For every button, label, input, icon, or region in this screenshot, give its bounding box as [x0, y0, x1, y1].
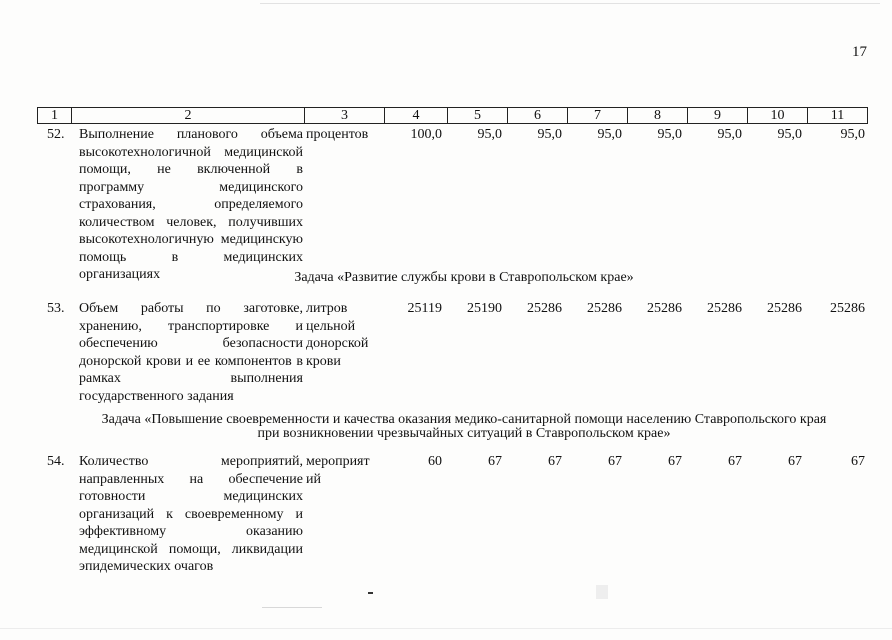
row-value-col7: 67 [608, 454, 622, 469]
row-number: 54. [47, 454, 65, 469]
scan-edge-bottom [0, 628, 892, 629]
task-heading-emergency-line1: Задача «Повышение своевременности и качества оказания медико-санитарной помощи населению Ставропольского края [101, 412, 827, 427]
row-value-col10: 67 [788, 454, 802, 469]
row-value-col10: 25286 [767, 301, 802, 316]
col-header-10: 10 [748, 107, 808, 124]
scan-speck [368, 592, 373, 594]
col-header-6: 6 [508, 107, 568, 124]
scan-smudge [596, 585, 608, 599]
task-heading-emergency-line2: при возникновении чрезвычайных ситуаций в Ставропольском крае» [257, 426, 671, 441]
column-number-row [37, 107, 868, 124]
row-value-col4: 25119 [407, 301, 442, 316]
row-value-col4: 60 [428, 454, 442, 469]
row-value-col8: 25286 [647, 301, 682, 316]
row-value-col5: 25190 [467, 301, 502, 316]
row-unit: мероприятий [306, 454, 370, 487]
row-description: Количество мероприятий, направленных на обеспечение готовности медицинских организаций к своевременному и эффективному оказанию медицинской помощи, ликвидации эпидемических очагов [79, 454, 303, 574]
table-row-54 [37, 453, 868, 574]
row-value-col7: 25286 [587, 301, 622, 316]
row-value-col9: 25286 [707, 301, 742, 316]
row-unit: процентов [306, 127, 369, 142]
col-header-8: 8 [628, 107, 688, 124]
row-value-col10: 95,0 [777, 127, 802, 142]
col-header-2: 2 [72, 107, 305, 124]
row-description: Выполнение планового объема высокотехнологичной медицинской помощи, не включенной в программу медицинского страхования, определяемого количеством человек, получивших высокотехнологичную медицинскую помощь в медицинских организациях [79, 127, 303, 282]
col-header-5: 5 [448, 107, 508, 124]
row-unit: литров цельной донорской крови [306, 301, 369, 369]
col-header-9: 9 [688, 107, 748, 124]
row-value-col8: 67 [668, 454, 682, 469]
scan-edge-top [260, 3, 880, 4]
table-row-53 [37, 300, 868, 405]
row-value-col6: 67 [548, 454, 562, 469]
row-value-col11: 25286 [830, 301, 865, 316]
col-header-11: 11 [808, 107, 868, 124]
col-header-3: 3 [305, 107, 385, 124]
row-value-col9: 95,0 [717, 127, 742, 142]
page-number: 17 [852, 44, 867, 60]
row-value-col6: 25286 [527, 301, 562, 316]
col-header-4: 4 [385, 107, 448, 124]
row-value-col5: 95,0 [477, 127, 502, 142]
row-value-col11: 67 [851, 454, 865, 469]
scan-smudge [262, 607, 322, 608]
row-number: 53. [47, 301, 65, 316]
row-number: 52. [47, 127, 65, 142]
row-description: Объем работы по заготовке, хранению, транспортировке и обеспечению безопасности донорской крови и ее компонентов в рамках выполнения государственного задания [79, 301, 303, 404]
row-value-col4: 100,0 [410, 127, 442, 142]
row-value-col9: 67 [728, 454, 742, 469]
row-value-col6: 95,0 [537, 127, 562, 142]
row-value-col7: 95,0 [597, 127, 622, 142]
row-value-col5: 67 [488, 454, 502, 469]
col-header-1: 1 [37, 107, 72, 124]
row-value-col8: 95,0 [657, 127, 682, 142]
row-value-col11: 95,0 [840, 127, 865, 142]
task-heading-blood-service: Задача «Развитие службы крови в Ставропольском крае» [294, 270, 634, 285]
col-header-7: 7 [568, 107, 628, 124]
